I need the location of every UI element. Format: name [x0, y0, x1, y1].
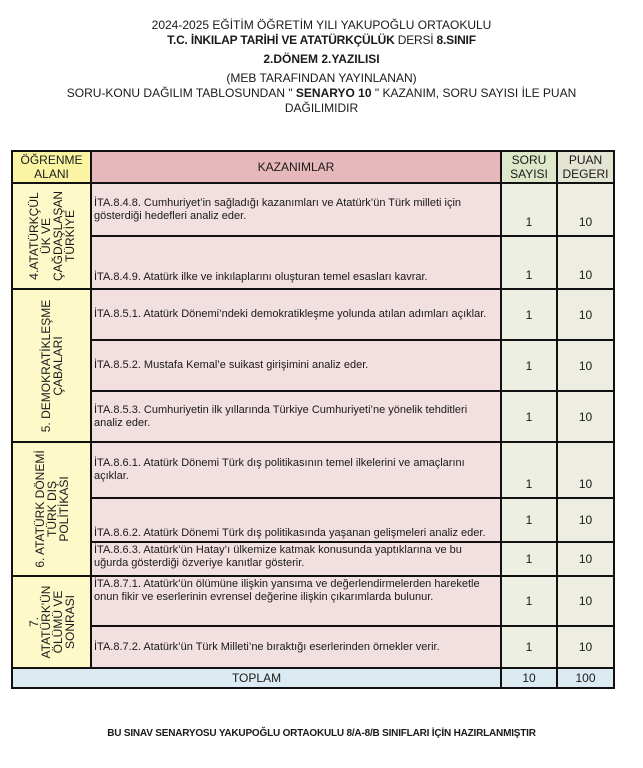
kazanim-cell: İTA.8.6.3. Atatürk’ün Hatay’ı ülkemize katmak konusunda yaptıklarına ve bu uğurda gösterdiği özveriye kanıtlar gösterir.	[91, 542, 501, 576]
soru-sayisi-cell: 1	[501, 236, 557, 289]
puan-degeri-cell: 10	[557, 442, 614, 498]
header-desc-pre: SORU-KONU DAĞILIM TABLOSUNDAN "	[66, 86, 296, 100]
learning-area-7	[12, 576, 91, 668]
kazanim-cell: İTA.8.5.2. Mustafa Kemal’e suikast girişimini analiz eder.	[91, 340, 501, 391]
table-row	[12, 542, 614, 576]
puan-degeri-cell: 10	[557, 340, 614, 391]
soru-sayisi-cell: 1	[501, 576, 557, 626]
header-grade: 8.SINIF	[436, 33, 476, 47]
table-row	[12, 289, 614, 340]
total-row	[12, 668, 614, 688]
area-text: 5. DEMOKRATİKLEŞME	[38, 299, 53, 432]
learning-area-6	[12, 442, 91, 576]
soru-sayisi-cell: 1	[501, 542, 557, 576]
distribution-table	[11, 150, 615, 689]
learning-area-4	[12, 183, 91, 289]
area-text: 4.ATATÜRKÇÜL	[26, 192, 41, 280]
column-header-kazanimlar: KAZANIMLAR	[91, 151, 501, 183]
column-header-text: ÖĞRENME	[20, 153, 83, 167]
puan-degeri-cell: 10	[557, 542, 614, 576]
area-text: TÜRK DIŞ	[44, 480, 59, 538]
soru-sayisi-cell: 1	[501, 391, 557, 442]
header-course-dersi: DERSİ	[394, 33, 437, 47]
area-text: ÇABALARI	[50, 335, 65, 396]
area-text: ÖLÜMÜ VE	[50, 590, 65, 654]
header-description-end: DAĞILIMIDIR	[284, 101, 359, 115]
table-row	[12, 576, 614, 626]
total-soru-sayisi: 10	[501, 668, 557, 688]
area-text: ÇAĞDAŞLAŞAN	[50, 190, 65, 282]
puan-degeri-cell: 10	[557, 626, 614, 668]
column-header-text: PUAN	[568, 153, 603, 167]
table-row	[12, 236, 614, 289]
table-row	[12, 626, 614, 668]
header-exam: 2.DÖNEM 2.YAZILISI	[263, 52, 380, 66]
learning-area-label	[28, 586, 76, 659]
area-text: POLİTİKASI	[56, 476, 71, 542]
kazanim-cell: İTA.8.5.3. Cumhuriyetin ilk yıllarında Türkiye Cumhuriyeti’ne yönelik tehditleri analiz eder.	[91, 391, 501, 442]
header-description	[0, 86, 643, 101]
learning-area-label	[40, 299, 64, 431]
column-header-text: SAYISI	[510, 167, 548, 181]
soru-sayisi-cell: 1	[501, 498, 557, 542]
puan-degeri-cell: 10	[557, 498, 614, 542]
header-school-year: 2024-2025 EĞİTİM ÖĞRETİM YILI YAKUPOĞLU ORTAOKULU	[151, 18, 492, 32]
total-label: TOPLAM	[12, 668, 501, 688]
table-row	[12, 183, 614, 236]
column-header-text: DEGERI	[562, 167, 609, 181]
table-row	[12, 498, 614, 542]
learning-area-label	[34, 450, 70, 567]
puan-degeri-cell: 10	[557, 576, 614, 626]
table-row	[12, 391, 614, 442]
header-course-name: T.C. İNKILAP TARİHİ VE ATATÜRKÇÜLÜK	[167, 33, 395, 47]
column-header-text: SORU	[511, 153, 547, 167]
soru-sayisi-cell: 1	[501, 442, 557, 498]
kazanim-cell: İTA.8.6.2. Atatürk Dönemi Türk dış politikasında yaşanan gelişmeleri analiz eder.	[91, 498, 501, 542]
header-source: (MEB TARAFINDAN YAYINLANAN)	[226, 71, 417, 85]
area-text: SONRASI	[62, 595, 77, 650]
puan-degeri-cell: 10	[557, 391, 614, 442]
learning-area-label	[28, 191, 76, 281]
puan-degeri-cell: 10	[557, 289, 614, 340]
area-text: 7.	[26, 617, 41, 628]
header-desc-post: " KAZANIM, SORU SAYISI İLE PUAN	[371, 86, 577, 100]
header-course	[0, 33, 643, 48]
kazanim-cell: İTA.8.4.9. Atatürk ilke ve inkılaplarını oluşturan temel esasları kavrar.	[91, 236, 501, 289]
kazanim-cell: İTA.8.4.8. Cumhuriyet’in sağladığı kazanımları ve Atatürk’ün Türk milleti için gösterdiği hedefleri analiz eder.	[91, 183, 501, 236]
area-text: 6. ATATÜRK DÖNEMİ	[32, 450, 47, 568]
puan-degeri-cell: 10	[557, 236, 614, 289]
table-row	[12, 442, 614, 498]
column-header-puan-degeri	[557, 151, 614, 183]
area-text: ÜK VE	[38, 218, 53, 255]
area-text: TÜRKİYE	[62, 210, 77, 263]
kazanim-cell: İTA.8.5.1. Atatürk Dönemi’ndeki demokratikleşme yolunda atılan adımları açıklar.	[91, 289, 501, 340]
soru-sayisi-cell: 1	[501, 626, 557, 668]
table-header-row	[12, 151, 614, 183]
document-header	[0, 18, 643, 116]
column-header-ogrenme-alani	[12, 151, 91, 183]
soru-sayisi-cell: 1	[501, 289, 557, 340]
puan-degeri-cell: 10	[557, 183, 614, 236]
column-header-soru-sayisi	[501, 151, 557, 183]
table-row	[12, 340, 614, 391]
total-puan-degeri: 100	[557, 668, 614, 688]
learning-area-5	[12, 289, 91, 442]
kazanim-cell: İTA.8.6.1. Atatürk Dönemi Türk dış politikasının temel ilkelerini ve amaçlarını açıklar.	[91, 442, 501, 498]
document-footer: BU SINAV SENARYOSU YAKUPOĞLU ORTAOKULU 8/A-8/B SINIFLARI İÇİN HAZIRLANMIŞTIR	[107, 728, 536, 739]
soru-sayisi-cell: 1	[501, 340, 557, 391]
area-text: ATATÜRK'ÜN	[38, 585, 53, 659]
soru-sayisi-cell: 1	[501, 183, 557, 236]
kazanim-cell: İTA.8.7.1. Atatürk’ün ölümüne ilişkin yansıma ve değerlendirmelerden hareketle onun fikir ve eserlerinin evrensel değerine ilişkin çıkarımlarda bulunur.	[91, 576, 501, 626]
column-header-text: ALANI	[34, 167, 69, 181]
header-scenario: SENARYO 10	[295, 86, 372, 100]
kazanim-cell: İTA.8.7.2. Atatürk’ün Türk Milleti’ne bıraktığı eserlerinden örnekler verir.	[91, 626, 501, 668]
